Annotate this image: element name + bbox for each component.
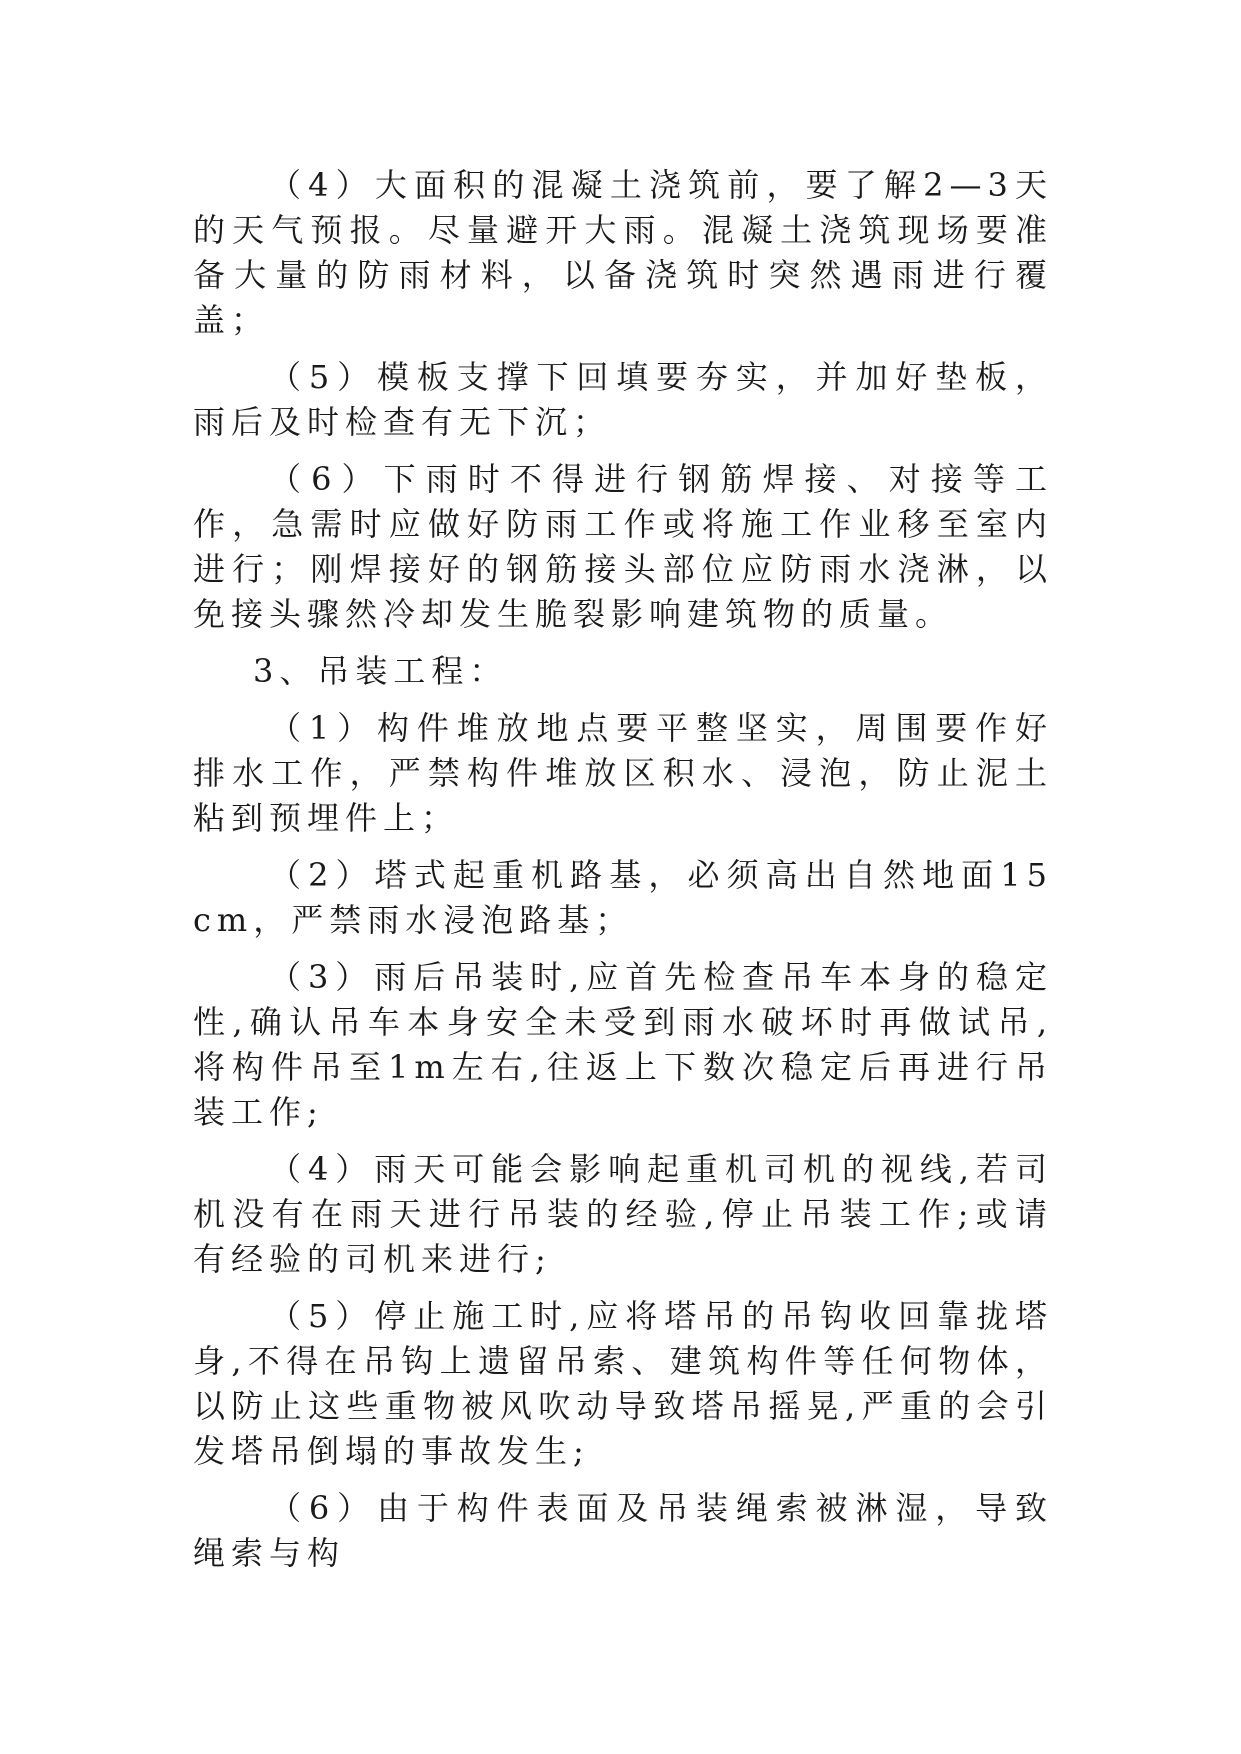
paragraph-item-2-crane-roadbed: （2）塔式起重机路基，必须高出自然地面15cm，严禁雨水浸泡路基； xyxy=(193,856,1053,939)
paragraph-item-1-component-storage: （1）构件堆放地点要平整坚实，周围要作好排水工作，严禁构件堆放区积水、浸泡，防止泥土粘到预埋件上； xyxy=(193,709,1053,837)
document-body xyxy=(193,163,1053,1576)
paragraph-item-4-rain-visibility: （4）雨天可能会影响起重机司机的视线,若司机没有在雨天进行吊装的经验,停止吊装工作;或请有经验的司机来进行; xyxy=(193,1150,1053,1278)
section-heading-lifting-works: 3、吊装工程： xyxy=(253,652,508,690)
paragraph-item-5-stop-work: （5）停止施工时,应将塔吊的吊钩收回靠拢塔身,不得在吊钩上遗留吊索、建筑构件等任何物体，以防止这些重物被风吹动导致塔吊摇晃,严重的会引发塔吊倒塌的事故发生; xyxy=(193,1297,1053,1470)
paragraph-item-6-wet-ropes: （6）由于构件表面及吊装绳索被淋湿，导致绳索与构 xyxy=(193,1489,1053,1572)
paragraph-item-5-formwork-support: （5）模板支撑下回填要夯实，并加好垫板，雨后及时检查有无下沉； xyxy=(193,358,1053,441)
paragraph-item-6-rebar-welding: （6）下雨时不得进行钢筋焊接、对接等工作，急需时应做好防雨工作或将施工作业移至室内进行；刚焊接好的钢筋接头部位应防雨水浇淋，以免接头骤然冷却发生脆裂影响建筑物的质量。 xyxy=(193,460,1053,633)
paragraph-item-3-post-rain-lifting: （3）雨后吊装时,应首先检查吊车本身的稳定性,确认吊车本身安全未受到雨水破坏时再做试吊,将构件吊至1m左右,往返上下数次稳定后再进行吊装工作; xyxy=(193,958,1053,1131)
paragraph-item-4-concrete-pouring: （4）大面积的混凝土浇筑前，要了解2—3天的天气预报。尽量避开大雨。混凝土浇筑现场要准备大量的防雨材料，以备浇筑时突然遇雨进行覆盖； xyxy=(193,166,1053,339)
